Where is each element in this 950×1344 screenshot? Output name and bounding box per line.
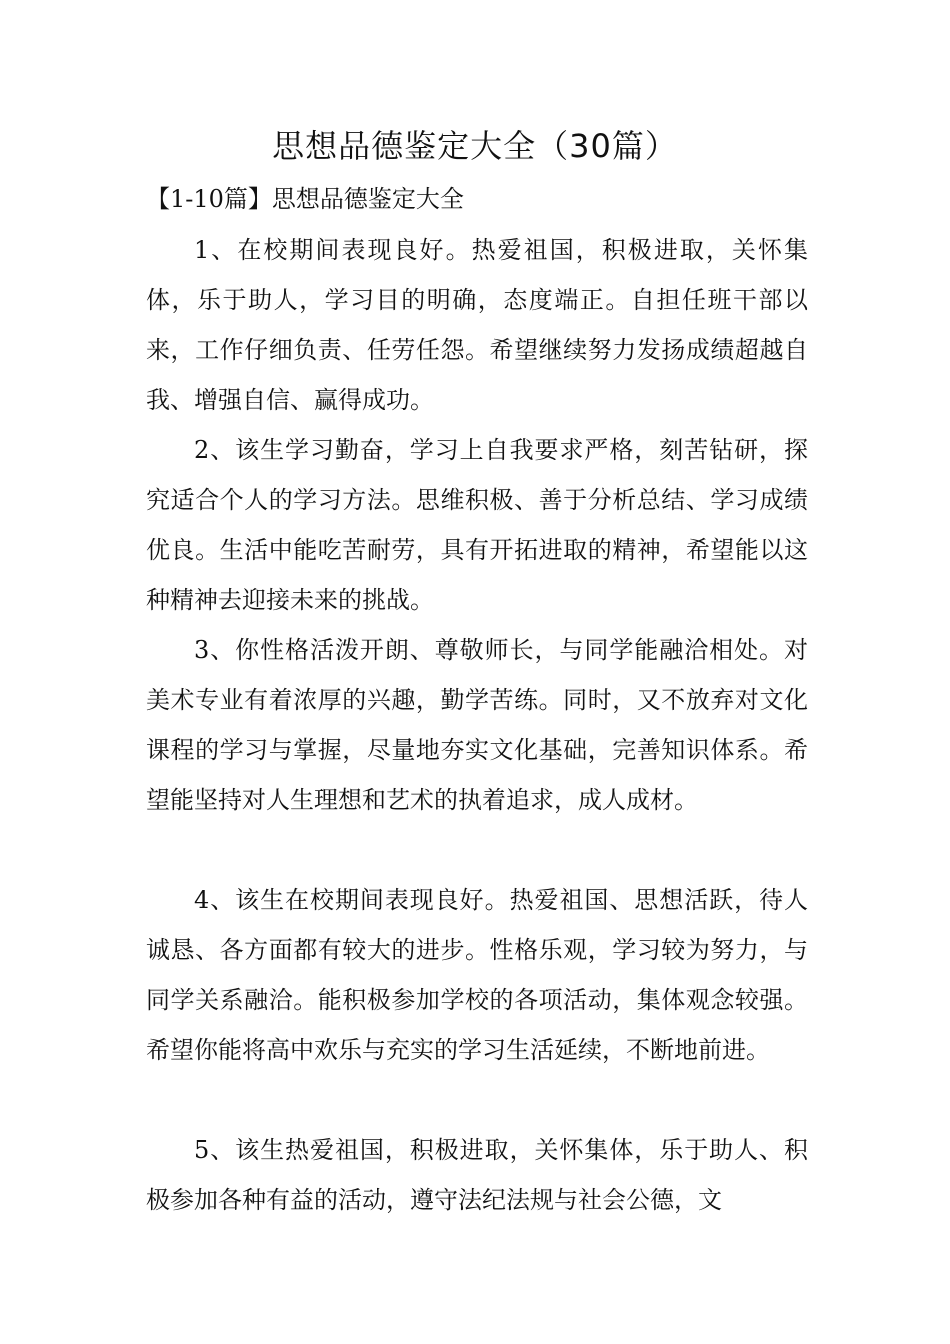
paragraph-1: 1、在校期间表现良好。热爱祖国，积极进取，关怀集体，乐于助人，学习目的明确，态度端正。自担任班干部以来，工作仔细负责、任劳任怨。希望继续努力发扬成绩超越自我、增强自信、赢得成功。 <box>146 236 808 414</box>
paragraph-5: 5、该生热爱祖国，积极进取，关怀集体，乐于助人、积极参加各种有益的活动，遵守法纪法规与社会公德，文 <box>146 1136 808 1214</box>
paragraph-4: 4、该生在校期间表现良好。热爱祖国、思想活跃，待人诚恳、各方面都有较大的进步。性格乐观，学习较为努力，与同学关系融洽。能积极参加学校的各项活动，集体观念较强。希望你能将高中欢乐与充实的学习生活延续，不断地前进。 <box>146 886 808 1064</box>
section-heading: 【1-10篇】思想品德鉴定大全 <box>146 185 464 213</box>
paragraph-3: 3、你性格活泼开朗、尊敬师长，与同学能融洽相处。对美术专业有着浓厚的兴趣，勤学苦练。同时，又不放弃对文化课程的学习与掌握，尽量地夯实文化基础，完善知识体系。希望能坚持对人生理想和艺术的执着追求，成人成材。 <box>146 636 808 814</box>
document-title: 思想品德鉴定大全（30篇） <box>272 127 678 165</box>
paragraph-2: 2、该生学习勤奋，学习上自我要求严格，刻苦钻研，探究适合个人的学习方法。思维积极、善于分析总结、学习成绩优良。生活中能吃苦耐劳，具有开拓进取的精神，希望能以这种精神去迎接未来的挑战。 <box>146 436 808 614</box>
